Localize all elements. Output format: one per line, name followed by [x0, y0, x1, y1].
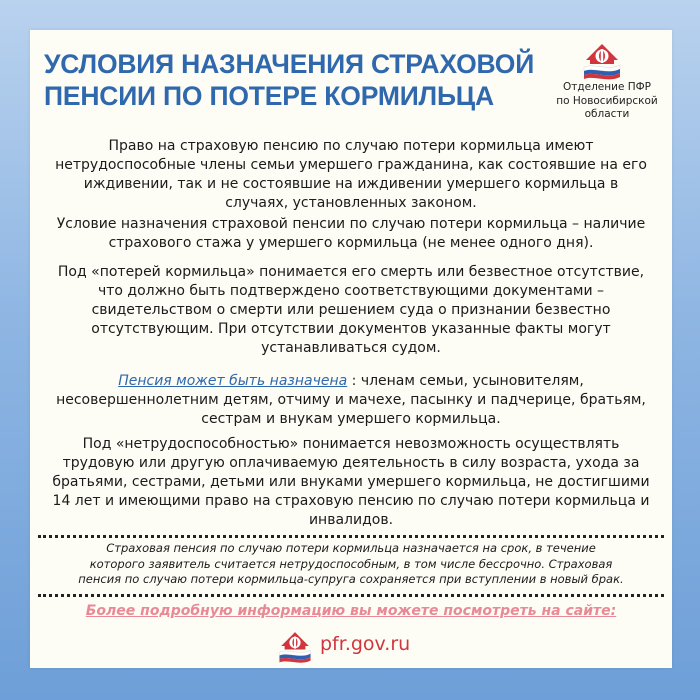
- text-line: Под «потерей кормильца» понимается его смерть или безвестное отсутствие,: [57, 264, 645, 280]
- text-line: братьями, сестрами, детьми или внуками умершего кормильца, не достигшими: [52, 474, 650, 490]
- dotted-divider: [38, 594, 664, 597]
- info-card: [30, 30, 672, 668]
- text-line: сестрам и внукам умершего кормильца.: [201, 411, 501, 427]
- text-line: отсутствующим. При отсутствии документов указанные факты могут: [91, 321, 611, 337]
- branch-line: по Новосибирской: [556, 94, 658, 107]
- title-line: УСЛОВИЯ НАЗНАЧЕНИЯ СТРАХОВОЙ: [44, 49, 535, 79]
- site-link[interactable]: pfr.gov.ru: [320, 633, 411, 655]
- pfr-logo-icon: [580, 38, 624, 82]
- text-line: 14 лет и имеющими право на страховую пенсию по случаю потери кормильца и: [52, 493, 650, 509]
- page-title: [44, 48, 564, 112]
- text-line: страхового стажа у умершего кормильца (не менее одного дня).: [108, 235, 594, 251]
- branch-line: области: [584, 108, 630, 120]
- paragraph-who-eligible: [38, 372, 664, 429]
- text-fragment: : членам семьи, усыновителям,: [347, 373, 584, 389]
- text-line: Под «нетрудоспособностью» понимается невозможность осуществлять: [82, 436, 620, 452]
- branch-name: [548, 81, 666, 122]
- note-line: пенсия по случаю потери кормильца-супруга сохраняется при вступлении в новый брак.: [78, 572, 624, 586]
- note-line: Страховая пенсия по случаю потери кормильца назначается на срок, в течение: [106, 541, 596, 555]
- text-line: устанавливаться судом.: [261, 340, 441, 356]
- text-line: что должно быть подтверждено соответствующими документами –: [97, 283, 605, 299]
- paragraph-right-holders: [38, 137, 664, 213]
- text-line: трудовую или другую оплачиваемую деятельность в силу возраста, ухода за: [62, 455, 640, 471]
- more-info-link[interactable]: Более подробную информацию вы можете посмотреть на сайте:: [85, 603, 617, 619]
- text-line: инвалидов.: [308, 512, 394, 528]
- eligibility-link[interactable]: Пенсия может быть назначена: [118, 373, 348, 389]
- text-line: Условие назначения страховой пенсии по случаю потери кормильца – наличие: [56, 216, 646, 232]
- note-line: которого заявитель считается нетрудоспособным, в том числе бессрочно. Страховая: [89, 556, 613, 571]
- paragraph-loss-definition: [38, 263, 664, 358]
- text-line: свидетельством о смерти или решением суда о признании безвестно: [91, 302, 611, 318]
- text-line: несовершеннолетним детям, отчиму и мачехе, пасынку и падчерице, братьям,: [56, 392, 646, 408]
- text-line: случаях, установленных законом.: [225, 195, 477, 211]
- title-line: ПЕНСИИ ПО ПОТЕРЕ КОРМИЛЬЦА: [44, 81, 494, 111]
- text-line: нетрудоспособные члены семьи умершего гражданина, как состоявшие на его: [55, 157, 647, 173]
- branch-line: Отделение ПФР: [562, 81, 652, 93]
- text-line: иждивении, так и не состоявшие на иждивении умершего кормильца в: [83, 176, 619, 192]
- pfr-logo-icon: [275, 627, 315, 665]
- text-line: Право на страховую пенсию по случаю потери кормильца имеют: [108, 138, 594, 154]
- paragraph-disability-definition: [38, 435, 664, 530]
- text-line: [38, 372, 664, 391]
- dotted-divider: [38, 535, 664, 538]
- paragraph-condition: [38, 215, 664, 253]
- term-note: [38, 541, 664, 588]
